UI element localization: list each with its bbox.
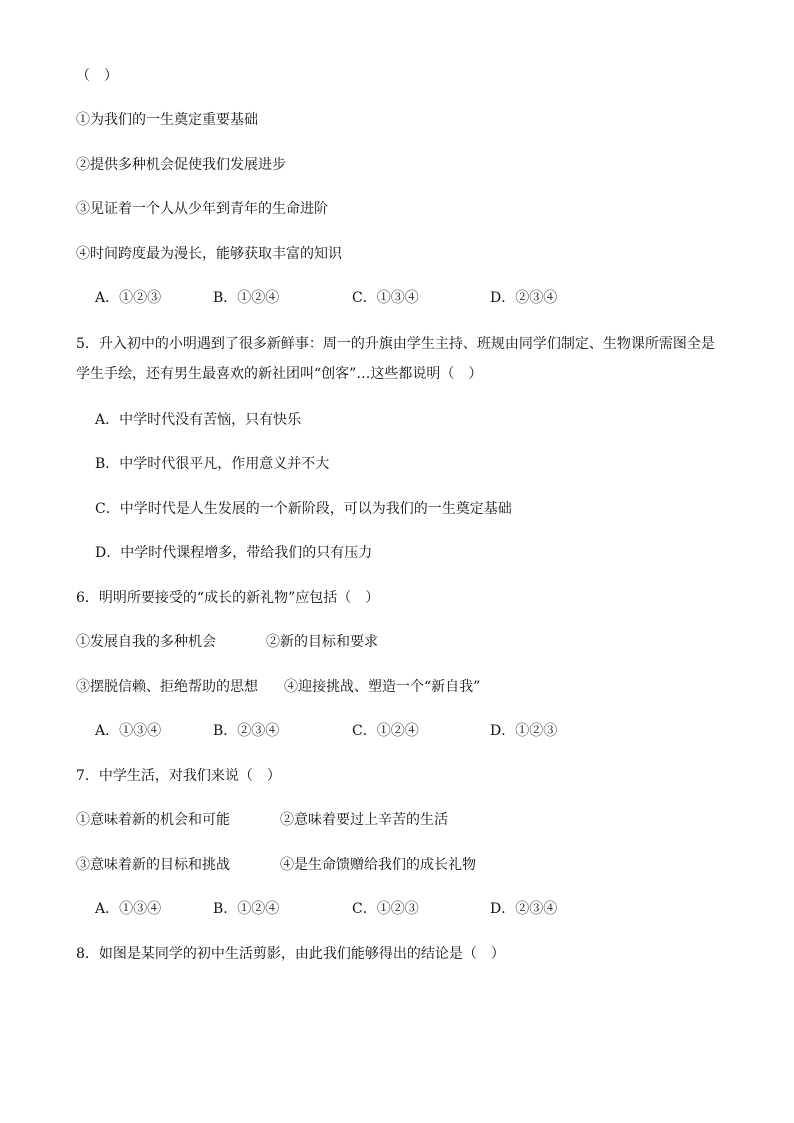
q4-option-d: D．②③④: [490, 290, 558, 306]
q6-option-b: B．②③④: [213, 723, 280, 739]
q5-option-d: D．中学时代课程增多，带给我们的只有压力: [95, 545, 373, 561]
q4-item-3: ③见证着一个人从少年到青年的生命进阶: [76, 201, 328, 217]
q6-items-row-1: [76, 633, 378, 651]
q5-stem-line-1: 5．升入初中的小明遇到了很多新鲜事：周一的升旗由学生主持、班规由同学们制定、生物课所需图全是: [76, 336, 715, 352]
q7-item-1: ①意味着新的机会和可能: [76, 812, 230, 828]
q7-items-row-2: [76, 856, 476, 874]
q4-answer-paren: （ ）: [76, 68, 118, 84]
q6-item-4: ④迎接挑战、塑造一个“新自我”: [284, 679, 481, 695]
q6-item-2: ②新的目标和要求: [266, 634, 378, 650]
q7-item-2: ②意味着要过上辛苦的生活: [280, 812, 448, 828]
q7-option-a: A．①③④: [95, 901, 162, 917]
q7-stem: 7．中学生活，对我们来说（ ）: [76, 768, 281, 784]
q4-option-a: A．①②③: [95, 290, 162, 306]
q6-items-row-2: [76, 678, 481, 696]
q5-stem-line-2: 学生手绘，还有男生最喜欢的新社团叫“创客”…这些都说明（ ）: [76, 366, 483, 382]
q8-stem: 8．如图是某同学的初中生活剪影，由此我们能够得出的结论是（ ）: [76, 946, 505, 962]
q6-stem: 6．明明所要接受的“成长的新礼物”应包括（ ）: [76, 590, 380, 606]
q7-option-c: C．①②③: [352, 901, 419, 917]
q5-option-c: C．中学时代是人生发展的一个新阶段，可以为我们的一生奠定基础: [95, 501, 512, 517]
q6-option-a: A．①③④: [95, 723, 162, 739]
q7-options: [95, 900, 695, 918]
q7-items-row-1: [76, 811, 448, 829]
q5-option-b: B．中学时代很平凡，作用意义并不大: [95, 456, 330, 472]
q7-item-4: ④是生命馈赠给我们的成长礼物: [280, 857, 476, 873]
q4-item-2: ②提供多种机会促使我们发展进步: [76, 157, 286, 173]
q6-item-3: ③摆脱信赖、拒绝帮助的思想: [76, 679, 258, 695]
q4-option-b: B．①②④: [213, 290, 280, 306]
q7-option-b: B．①②④: [213, 901, 280, 917]
q6-option-d: D．①②③: [490, 723, 558, 739]
q4-item-4: ④时间跨度最为漫长，能够获取丰富的知识: [76, 246, 342, 262]
q4-option-c: C．①③④: [352, 290, 419, 306]
q4-item-1: ①为我们的一生奠定重要基础: [76, 112, 258, 128]
q7-item-3: ③意味着新的目标和挑战: [76, 857, 230, 873]
q7-option-d: D．②③④: [490, 901, 558, 917]
q6-item-1: ①发展自我的多种机会: [76, 634, 216, 650]
q6-option-c: C．①②④: [352, 723, 419, 739]
q6-options: [95, 722, 695, 740]
q4-options: [95, 289, 695, 307]
q5-option-a: A．中学时代没有苦恼，只有快乐: [95, 412, 302, 428]
